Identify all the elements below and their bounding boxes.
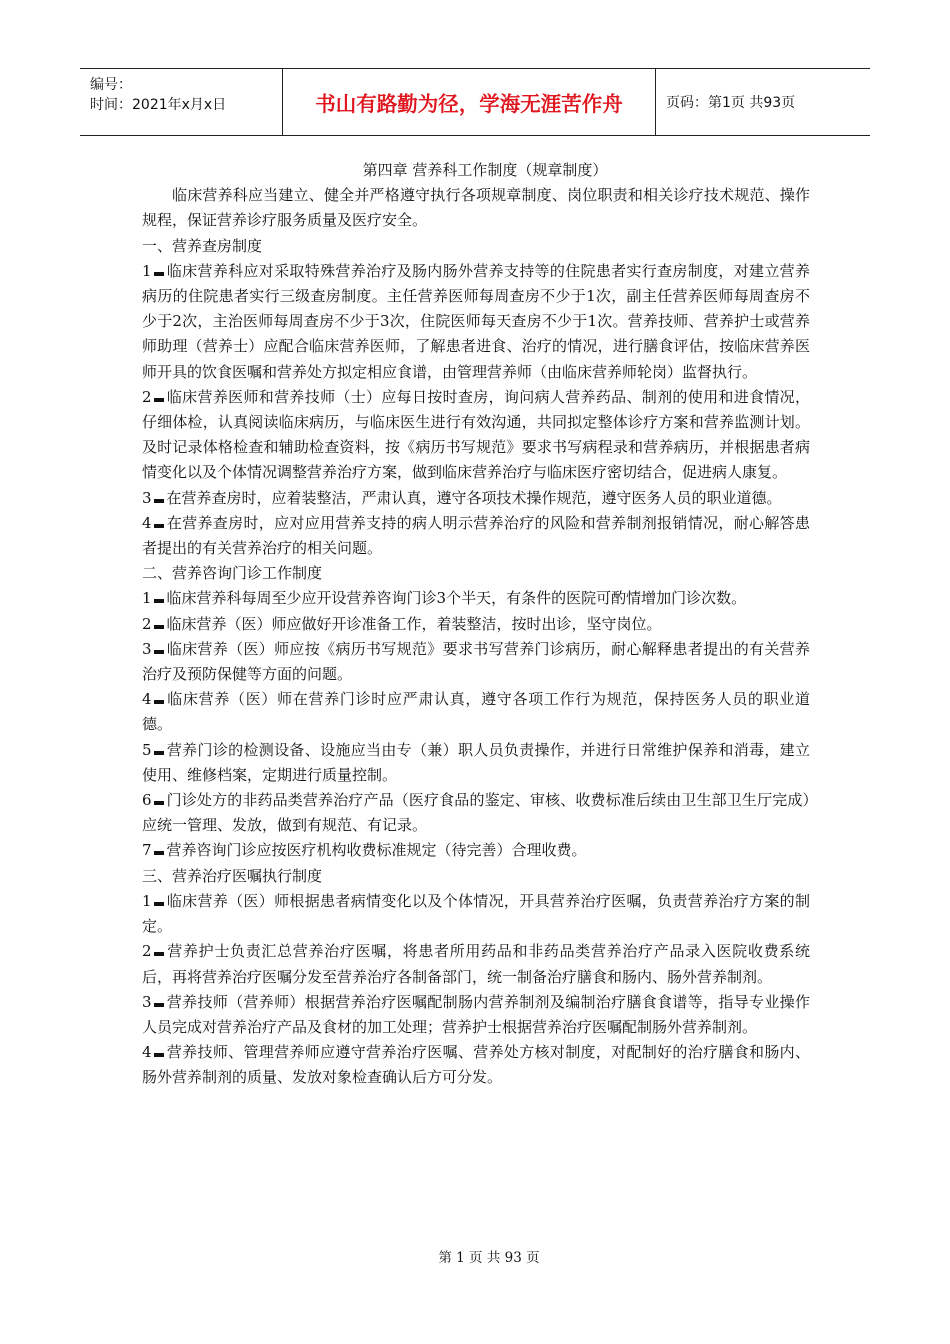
item-text: 临床营养（医）师应按《病历书写规范》要求书写营养门诊病历，耐心解释患者提出的有关营养治疗及预防保健等方面的问题。 xyxy=(142,639,810,684)
list-item xyxy=(142,385,810,486)
item-number: 2 xyxy=(142,387,152,406)
item-number: 4 xyxy=(142,1043,152,1062)
list-marker-icon xyxy=(154,700,164,704)
page-footer: 第 1 页 共 93 页 xyxy=(438,1250,540,1266)
item-text: 在营养查房时，应对应用营养支持的病人明示营养治疗的风险和营养制剂报销情况，耐心解答患者提出的有关营养治疗的相关问题。 xyxy=(142,513,810,558)
item-text: 在营养查房时，应着装整洁，严肃认真，遵守各项技术操作规范，遵守医务人员的职业道德。 xyxy=(166,488,782,507)
header-meta xyxy=(80,69,283,135)
item-number: 4 xyxy=(142,513,152,532)
item-number: 2 xyxy=(142,942,152,961)
list-marker-icon xyxy=(154,952,164,956)
item-text: 营养咨询门诊应按医疗机构收费标准规定（待完善）合理收费。 xyxy=(166,841,587,860)
header-page-info: 页码：第1页 共93页 xyxy=(666,95,796,111)
item-text: 临床营养科应对采取特殊营养治疗及肠内肠外营养支持等的住院患者实行查房制度，对建立营养病历的住院患者实行三级查房制度。主任营养医师每周查房不少于1次，副主任营养医师每周查房不少于2次，主治医师每周查房不少于3次，住院医师每天查房不少于1次。营养技师、营养护士或营养师助理（营养士）应配合临床营养医师，了解患者进食、治疗的情况，进行膳食评估，按临床营养医师开具的饮食医嘱和营养处方拟定相应食谱，由管理营养师（由临床营养师轮岗）监督执行。 xyxy=(142,261,810,381)
item-number: 1 xyxy=(142,891,152,910)
page-header xyxy=(80,68,870,136)
list-marker-icon xyxy=(154,851,164,855)
list-marker-icon xyxy=(154,1003,164,1007)
item-number: 2 xyxy=(142,614,152,633)
document-date: 时间：2021年x月x日 xyxy=(90,97,227,113)
item-number: 3 xyxy=(142,992,152,1011)
item-number: 1 xyxy=(142,261,152,280)
list-marker-icon xyxy=(154,625,164,629)
item-text: 营养技师、管理营养师应遵守营养治疗医嘱、营养处方核对制度，对配制好的治疗膳食和肠内、肠外营养制剂的质量、发放对象检查确认后方可分发。 xyxy=(142,1043,810,1087)
list-item xyxy=(142,511,810,561)
list-marker-icon xyxy=(154,272,164,276)
list-item xyxy=(142,586,810,611)
item-number: 4 xyxy=(142,690,152,709)
list-item xyxy=(142,687,810,737)
list-marker-icon xyxy=(154,801,164,805)
section-heading: 一、营养查房制度 xyxy=(142,236,263,255)
list-marker-icon xyxy=(154,398,164,402)
item-number: 3 xyxy=(142,639,152,658)
item-text: 临床营养（医）师在营养门诊时应严肃认真，遵守各项工作行为规范，保持医务人员的职业道德。 xyxy=(142,690,810,734)
document-number-label: 编号： xyxy=(90,77,132,93)
list-marker-icon xyxy=(154,650,164,654)
item-number: 7 xyxy=(142,841,152,860)
item-text: 临床营养医师和营养技师（士）应每日按时查房，询问病人营养药品、制剂的使用和进食情况，仔细体检，认真阅读临床病历，与临床医生进行有效沟通，共同拟定整体诊疗方案和营养监测计划。及时记录体格检查和辅助检查资料，按《病历书写规范》要求书写病程录和营养病历，并根据患者病情变化以及个体情况调整营养治疗方案，做到临床营养治疗与临床医疗密切结合，促进病人康复。 xyxy=(142,387,810,482)
list-item xyxy=(142,612,810,637)
item-text: 营养技师（营养师）根据营养治疗医嘱配制肠内营养制剂及编制治疗膳食食谱等，指导专业操作人员完成对营养治疗产品及食材的加工处理；营养护士根据营养治疗医嘱配制肠外营养制剂。 xyxy=(142,992,810,1036)
list-item xyxy=(142,889,810,939)
item-text: 营养门诊的检测设备、设施应当由专（兼）职人员负责操作，并进行日常维护保养和消毒，建立使用、维修档案，定期进行质量控制。 xyxy=(142,740,810,784)
list-item xyxy=(142,990,810,1040)
chapter-title: 第四章 营养科工作制度（规章制度） xyxy=(362,161,608,179)
list-item xyxy=(142,637,810,687)
intro-paragraph: 临床营养科应当建立、健全并严格遵守执行各项规章制度、岗位职责和相关诊疗技术规范、操作规程，保证营养诊疗服务质量及医疗安全。 xyxy=(142,186,810,230)
item-text: 临床营养科每周至少应开设营养咨询门诊3个半天，有条件的医院可酌情增加门诊次数。 xyxy=(166,589,747,608)
list-item xyxy=(142,939,810,989)
list-marker-icon xyxy=(154,499,164,503)
list-marker-icon xyxy=(154,751,164,755)
list-item xyxy=(142,1040,810,1090)
list-marker-icon xyxy=(154,599,164,603)
item-text: 临床营养（医）师根据患者病情变化以及个体情况，开具营养治疗医嘱，负责营养治疗方案的制定。 xyxy=(142,891,810,936)
item-text: 营养护士负责汇总营养治疗医嘱，将患者所用药品和非药品类营养治疗产品录入医院收费系统后，再将营养治疗医嘱分发至营养治疗各制备部门，统一制备治疗膳食和肠内、肠外营养制剂。 xyxy=(142,942,810,986)
list-marker-icon xyxy=(154,1053,164,1057)
item-number: 3 xyxy=(142,488,152,507)
item-number: 5 xyxy=(142,740,152,759)
section-heading: 二、营养咨询门诊工作制度 xyxy=(142,564,323,583)
header-motto: 书山有路勤为径，学海无涯苦作舟 xyxy=(283,69,656,135)
list-item xyxy=(142,486,810,511)
list-item xyxy=(142,788,810,838)
item-text: 门诊处方的非药品类营养治疗产品（医疗食品的鉴定、审核、收费标准后续由卫生部卫生厅完成）应统一管理、发放，做到有规范、有记录。 xyxy=(142,791,810,835)
list-marker-icon xyxy=(154,902,164,906)
item-number: 1 xyxy=(142,589,152,608)
item-text: 临床营养（医）师应做好开诊准备工作，着装整洁，按时出诊，坚守岗位。 xyxy=(166,614,662,633)
list-item xyxy=(142,838,810,863)
item-number: 6 xyxy=(142,791,152,810)
list-marker-icon xyxy=(154,524,164,528)
list-item xyxy=(142,738,810,788)
document-body xyxy=(142,158,810,1091)
list-item xyxy=(142,259,810,385)
section-heading: 三、营养治疗医嘱执行制度 xyxy=(142,866,323,885)
